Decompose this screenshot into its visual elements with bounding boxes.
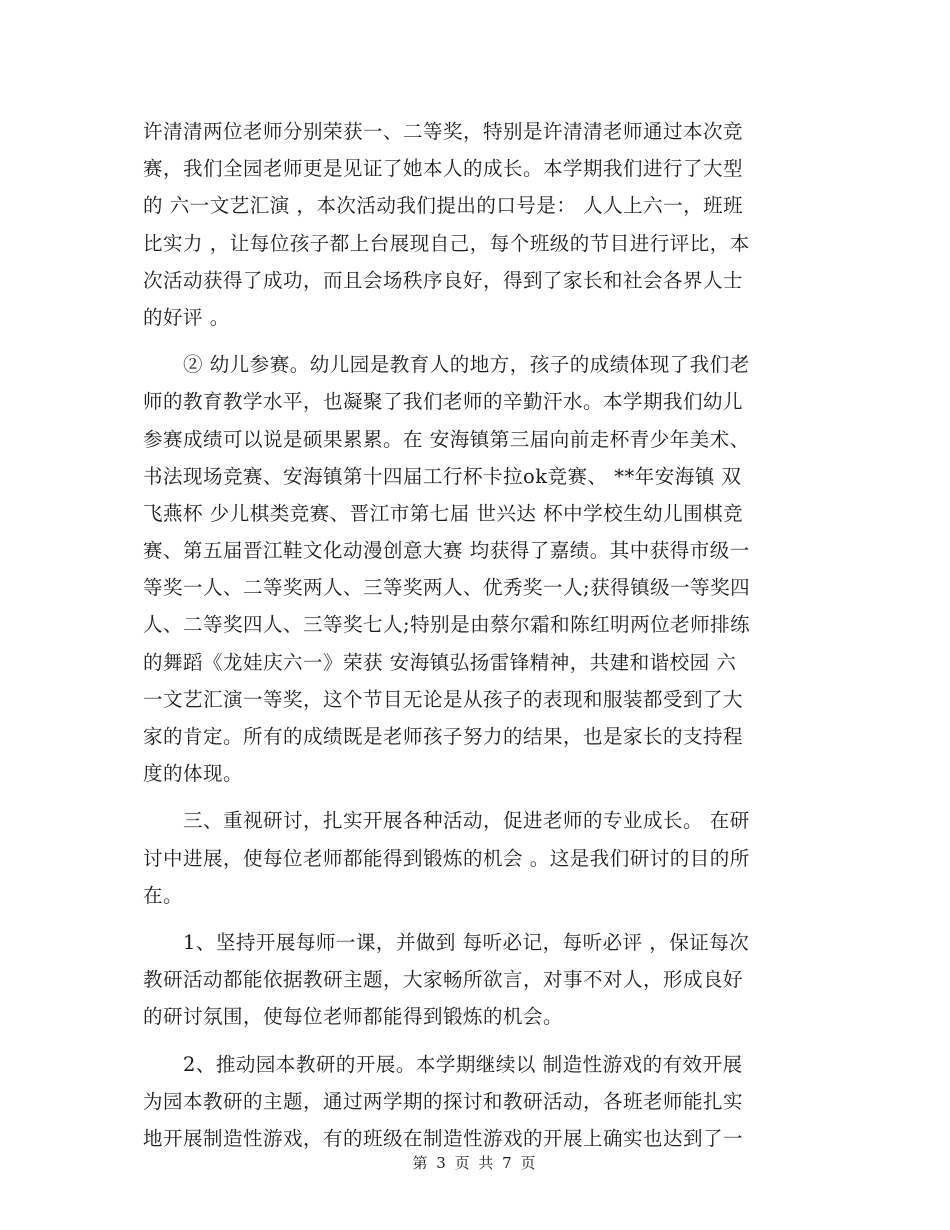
text-line: 在。 <box>143 883 184 907</box>
text-line: 师的教育教学水平，也凝聚了我们老师的辛勤汗水。本学期我们幼儿 <box>143 390 744 414</box>
text-line: 许清清两位老师分别荣获一、二等奖，特别是许清清老师通过本次竞 <box>143 120 744 143</box>
text-line: 1、坚持开展每师一课，并做到 每听必记，每听必评 ，保证每次 <box>143 930 750 954</box>
paragraph-3 <box>143 802 803 914</box>
text-line: 的 六一文艺汇演 ，本次活动我们提出的口号是： 人人上六一，班班 <box>143 194 744 218</box>
text-line: 讨中进展，使每位老师都能得到锻炼的机会 。这是我们研讨的目的所 <box>143 846 750 870</box>
text-line: 书法现场竞赛、安海镇第十四届工行杯卡拉ok竞赛、 **年安海镇 双 <box>143 464 742 488</box>
text-line: 地开展制造性游戏，有的班级在制造性游戏的开展上确实也达到了一 <box>143 1126 744 1150</box>
text-line: 等奖一人、二等奖两人、三等奖两人、优秀奖一人;获得镇级一等奖四 <box>143 576 751 600</box>
text-line: 家的肯定。所有的成绩既是老师孩子努力的结果，也是家长的支持程 <box>143 725 744 748</box>
text-line: 赛，我们全园老师更是见证了她本人的成长。本学期我们进行了大型 <box>143 157 744 181</box>
text-line: 度的体现。 <box>143 762 244 786</box>
text-line: 飞燕杯 少儿棋类竞赛、晋江市第七届 世兴达 杯中学校生幼儿围棋竞 <box>143 501 744 525</box>
text-line: 一文艺汇演一等奖，这个节目无论是从孩子的表现和服装都受到了大 <box>143 687 744 711</box>
document-body <box>143 113 803 1157</box>
text-line: 的研讨氛围，使每位老师都能得到锻炼的机会。 <box>143 1005 564 1029</box>
text-line: 次活动获得了成功，而且会场秩序良好，得到了家长和社会各界人士 <box>143 268 744 292</box>
text-line: 教研活动都能依据教研主题，大家畅所欲言，对事不对人，形成良好 <box>143 968 744 992</box>
page-number-footer: 第 3 页 共 7 页 <box>412 1154 538 1172</box>
paragraph-gap <box>143 336 803 346</box>
paragraph-gap <box>143 792 803 802</box>
text-line: 参赛成绩可以说是硕果累累。在 安海镇第三届向前走杯青少年美术、 <box>143 427 750 451</box>
text-line: 比实力 ，让每位孩子都上台展现自己，每个班级的节目进行评比，本 <box>143 231 750 255</box>
text-line: 的舞蹈《龙娃庆六一》荣获 安海镇弘扬雷锋精神，共建和谐校园 六 <box>143 650 737 674</box>
text-line: 为园本教研的主题，通过两学期的探讨和教研活动，各班老师能扎实 <box>143 1089 744 1113</box>
paragraph-gap <box>143 1036 803 1046</box>
paragraph-1 <box>143 113 803 336</box>
text-line: 人、二等奖四人、三等奖七人;特别是由蔡尔霜和陈红明两位老师排练 <box>143 613 751 637</box>
paragraph-4 <box>143 924 803 1036</box>
text-line: 三、重视研讨，扎实开展各种活动，促进老师的专业成长。 在研 <box>143 809 750 833</box>
text-line: 的好评 。 <box>143 305 230 329</box>
text-line: ② 幼儿参赛。幼儿园是教育人的地方，孩子的成绩体现了我们老 <box>143 353 750 377</box>
paragraph-5 <box>143 1046 803 1158</box>
paragraph-2 <box>143 346 803 792</box>
text-line: 赛、第五届晋江鞋文化动漫创意大赛 均获得了嘉绩。其中获得市级一 <box>143 539 750 563</box>
text-line: 2、推动园本教研的开展。本学期继续以 制造性游戏的有效开展 <box>143 1052 743 1076</box>
paragraph-gap <box>143 914 803 924</box>
